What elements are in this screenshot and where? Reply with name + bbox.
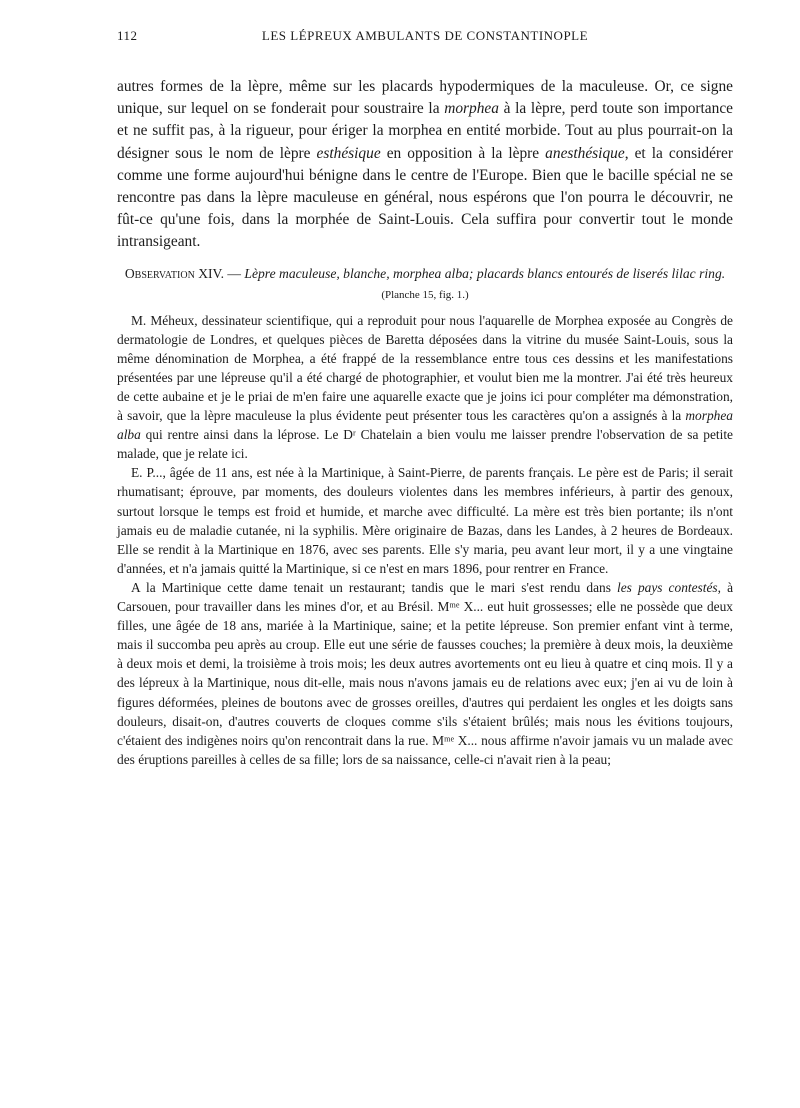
text-run: , à Carsouen, pour travailler dans les mines d'or, et au Brésil. Mᵐᵉ X... eut huit grossesses; elle ne possède que deux filles, une âgée de 18 ans, mariée à la Martinique, saine; et la petite lépreuse. Son premier enfant vint à terme, mais il succomba peu après au croup. Elle eut une série de fausses couches; la première à deux mois, la deuxième à deux mois et demi, la troisième à trois mois; les deux autres avortements ont eu lieu à quatre et cinq mois. Il y a des lépreux à la Martinique, nous dit-elle, mais nous n'avons jamais eu de relations avec eux; j'en ai vu de loin à figures déformées, pleines de boutons avec de grosses oreilles, d'autres qui perdaient les ongles et les doigts sans douleurs, disait-on, d'autres couverts de cloques comme s'ils s'étaient brûlés; mais nous les évitions toujours, c'étaient des indigènes noirs qu'on rencontrait dans la rue. Mᵐᵉ X... nous affirme n'avoir jamais vu un malade avec des éruptions pareilles à celles de sa fille; lors de sa naissance, celle-ci n'avait rien à la peau; (117, 579, 734, 767)
paragraph-meheux (117, 311, 733, 464)
italic-term: les pays contestés (617, 579, 718, 595)
italic-term: morphea (444, 100, 499, 118)
text-run: à la lèpre, perd toute son importance et ne suffit pas, à la rigueur, pour ériger la morphea en entité morbide. Tout au plus pourrait-on la désigner sous le nom de lèpre (117, 100, 733, 162)
observation-dash: — (224, 265, 245, 281)
paragraph-mother-history (117, 578, 733, 769)
text-run: A la Martinique cette dame tenait un restaurant; tandis que le mari s'est rendu dans (131, 579, 618, 595)
text-run: qui rentre ainsi dans la léprose. Le Dʳ Chatelain a bien voulu me laisser prendre l'observation de sa petite malade, que je relate ici. (117, 427, 733, 462)
paragraph-patient-history: E. P..., âgée de 11 ans, est née à la Martinique, à Saint-Pierre, de parents français. Le père est de Paris; il serait rhumatisant; éprouve, par moments, des douleurs violentes dans les membres inférieurs, à partir des genoux, surtout lorsque le temps est froid et humide, et marche avec difficulté. La mère est très bien portante; ils n'ont jamais eu de maladie cutanée, ni la syphilis. Mère originaire de Bazas, dans les Landes, à 2 heures de Bordeaux. Elle se rendit à la Martinique en 1876, avec ses parents. Elle s'y maria, peu avant leur mort, il y a une vingtaine d'années, et n'a jamais quitté la Martinique, si ce n'est en mars 1896, pour rentrer en France. (117, 465, 733, 576)
observation-title: Lèpre maculeuse, blanche, morphea alba; placards blancs entourés de liserés lilac ring. (244, 265, 726, 281)
page-number: 112 (117, 28, 138, 43)
text-run: autres formes de la lèpre, même sur les placards hypodermiques de la maculeuse. Or, ce signe unique, sur lequel on se fonderait pour soustraire la (117, 78, 733, 118)
text-run: M. Méheux, dessinateur scientifique, qui a reproduit pour nous l'aquarelle de Morphea exposée au Congrès de dermatologie de Londres, et quelques pièces de Baretta déposées dans la vitrine du musée Saint-Louis, sous la même dénomination de Morphea, a été frappé de la ressemblance entre tous ces dessins et les manifestations présentées par une lépreuse qu'il a été chargé de photographier, et voulut bien me la montrer. J'ai été très heureux de cette aubaine et je le priai de m'en faire une aquarelle exacte que je joins ici pour compléter ma démonstration, à savoir, que la lèpre maculeuse la plus évidente peut présenter tous les caractères qu'on a assignés à la (117, 312, 733, 424)
text-run: , et la considérer comme une forme aujourd'hui bénigne dans le centre de l'Europe. Bien que le bacille spécial ne se rencontre pas dans la lèpre maculeuse en général, nous espérons que l'on pourra le découvrir, ne fût-ce qu'une fois, dans la morphée de Saint-Louis. Cela suffira pour convertir tout le monde intransigeant. (117, 144, 733, 251)
italic-term: morphea alba (117, 408, 733, 443)
intro-paragraph (117, 76, 733, 254)
observation-heading (117, 264, 733, 283)
italic-term: esthésique (316, 144, 381, 162)
observation-label: Observation XIV. (124, 265, 225, 281)
running-header (117, 28, 733, 50)
text-run: en opposition à la lèpre (380, 144, 546, 162)
plate-reference: (Planche 15, fig. 1.) (381, 288, 469, 301)
book-page (117, 28, 733, 769)
running-title: LES LÉPREUX AMBULANTS DE CONSTANTINOPLE (261, 28, 589, 43)
italic-term: anesthésique (545, 144, 625, 162)
